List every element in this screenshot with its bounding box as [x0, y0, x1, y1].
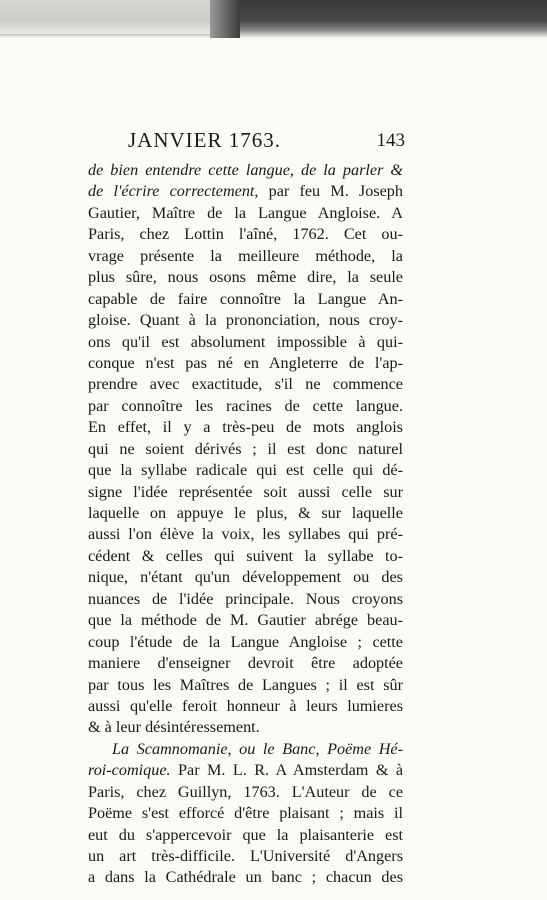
- top-edge-transition: [210, 0, 240, 38]
- text-line: En effet, il y a très-peu de mots anglois: [88, 418, 403, 437]
- top-edge-light-band: [0, 0, 210, 34]
- text-line: prendre avec exactitude, s'il ne commence: [88, 375, 403, 394]
- text-line: coup l'étude de la Langue Angloise ; cette: [88, 632, 403, 651]
- text-line: laquelle on appuye le plus, & sur laquelle: [88, 504, 403, 522]
- text-line: que la méthode de M. Gautier abrége beau-: [88, 611, 403, 630]
- body-text: [88, 160, 403, 889]
- text-line: nuances de l'idée principale. Nous croyons: [88, 589, 403, 608]
- text-line: gloise. Quant à la prononciation, nous croy-: [88, 311, 403, 330]
- text-line: plus sûre, nous osons même dire, la seule: [88, 268, 403, 287]
- text-line: [88, 181, 403, 202]
- text-line: maniere d'enseigner devroit être adoptée: [88, 654, 403, 673]
- text-line: qui ne soient dérivés ; il est donc naturel: [88, 439, 403, 458]
- text-line-rest: , par feu M. Joseph: [254, 182, 403, 201]
- text-line: un art très-difficile. L'Université d'Angers: [88, 847, 403, 865]
- text-line: que la syllabe radicale qui est celle qui dé-: [88, 461, 403, 480]
- text-line: vrage présente la meilleure méthode, la: [88, 246, 403, 265]
- text-line: aussi qu'elle feroit honneur à leurs lumieres: [88, 696, 403, 715]
- text-line: La Scamnomanie, ou le Banc, Poëme Hé-: [112, 739, 403, 758]
- text-line: Gautier, Maître de la Langue Angloise. A: [88, 203, 403, 222]
- text-line: nique, n'étant qu'un développement ou des: [88, 568, 403, 587]
- text-line: capable de faire connoître la Langue An-: [88, 289, 403, 308]
- page-number: 143: [376, 130, 405, 151]
- text-line: [88, 760, 403, 781]
- text-line-rest: Par M. L. R. A Amsterdam & à: [178, 761, 404, 780]
- text-line: ons qu'il est absolument impossible à qui-: [88, 332, 403, 351]
- top-edge-shadow: [0, 0, 547, 38]
- text-line-italic: roi-comique.: [88, 761, 171, 780]
- text-line: cédent & celles qui suivent la syllabe to-: [88, 546, 403, 565]
- text-line: signe l'idée représentée soit aussi celle sur: [88, 482, 403, 501]
- text-line: a dans la Cathédrale un banc ; chacun des: [88, 868, 403, 887]
- text-line: aussi l'on élève la voix, les syllabes qui pré-: [88, 525, 403, 544]
- text-line: conque n'est pas né en Angleterre de l'ap-: [88, 353, 403, 372]
- text-line: & à leur désintéressement.: [88, 718, 260, 737]
- page-header: [128, 128, 405, 158]
- text-line: Paris, chez Lottin l'aîné, 1762. Cet ou-: [88, 225, 403, 244]
- text-line: par tous les Maîtres de Langues ; il est sûr: [88, 675, 403, 694]
- text-line-italic: de l'écrire correctement: [88, 182, 255, 201]
- text-line: de bien entendre cette langue, de la parler &: [88, 161, 403, 179]
- text-line: eut du s'appercevoir que la plaisanterie est: [88, 825, 403, 844]
- text-line: Poëme s'est efforcé d'être plaisant ; mais il: [88, 804, 403, 823]
- text-line: par connoître les racines de cette langue.: [88, 396, 403, 415]
- text-line: Paris, chez Guillyn, 1763. L'Auteur de ce: [88, 782, 403, 801]
- running-head: JANVIER 1763.: [128, 128, 281, 152]
